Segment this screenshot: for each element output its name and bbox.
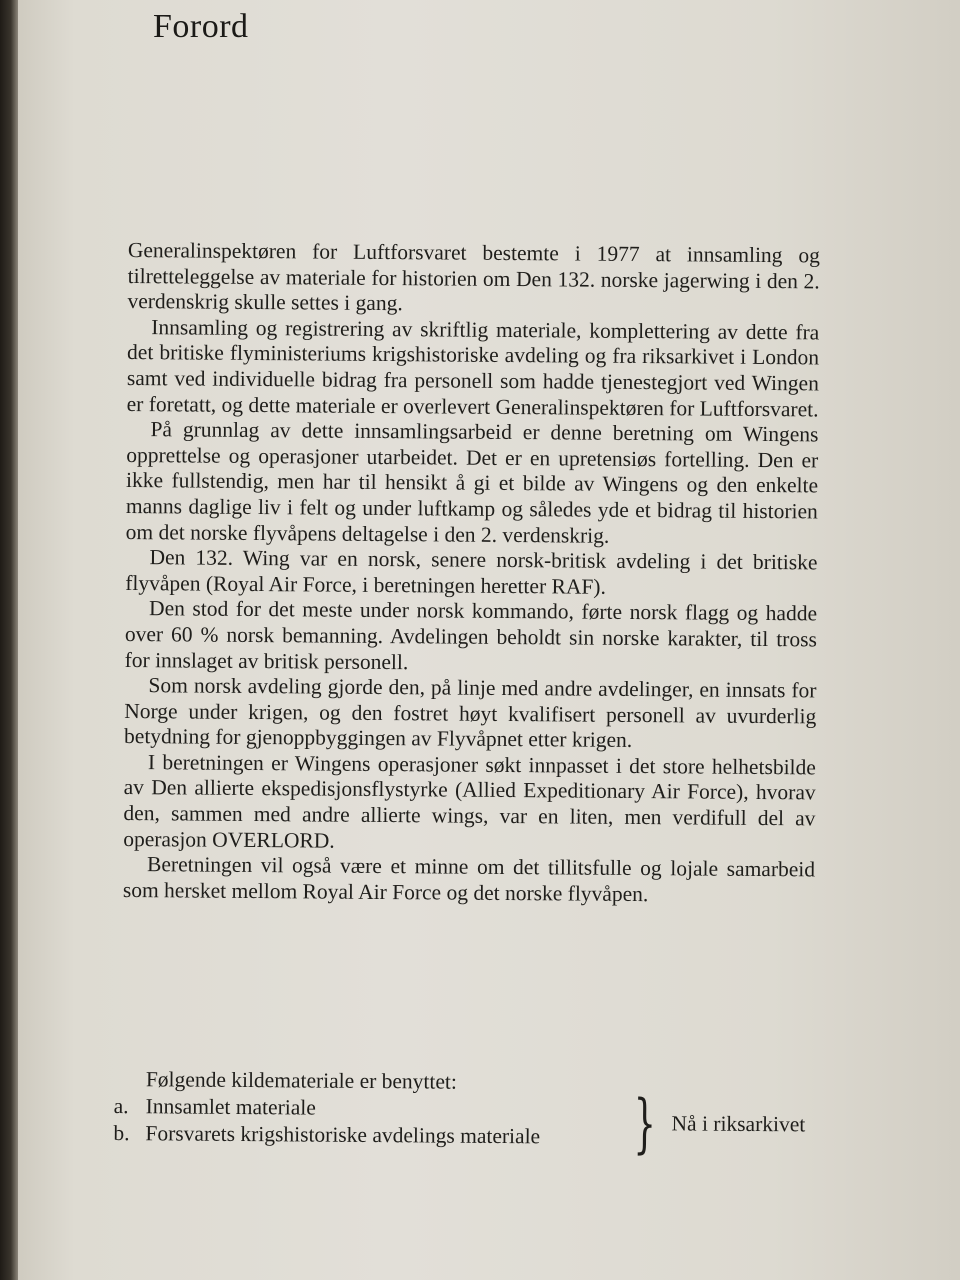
foreword-text: [123, 238, 820, 909]
paragraph: På grunnlag av dette innsamlingsarbeid er denne beretning om Wingens opprettelse og operasjoner utarbeidet. Det er en upretensiøs fortelling. Den er ikke fullstendig, men har til hensikt å gi et bilde av Wingens og den enkelte manns daglige liv i felt og under luftkamp og således yde et bidrag til historien om det norske flyvåpens deltagelse i den 2. verdenskrig.: [125, 417, 819, 548]
paragraph: Som norsk avdeling gjorde den, på linje med andre avdelinger, en innsats for Norge under krigen, og den fostret høyt kvalifisert personell av uvurderlig betydning for gjenoppbyggingen av Flyvåpnet etter krigen.: [123, 673, 817, 753]
paragraph: Den stod for det meste under norsk kommando, førte norsk flagg og hadde over 60 % norsk bemanning. Avdelingen beholdt sin norske karakter, til tross for innslaget av britisk personell.: [124, 596, 818, 674]
paragraph: I beretningen er Wingens operasjoner søkt innpasset i det store helhetsbilde av Den allierte ekspedisjonsflystyrke (Allied Expeditionary Air Force), hvorav den, sammen med andre allierte wings, var en liten, men verdifull del av operasjon OVERLORD.: [123, 750, 816, 853]
source-text: Forsvarets krigshistoriske avdelings materiale: [145, 1121, 541, 1149]
source-letter: a.: [113, 1093, 129, 1119]
sources-section: [113, 1066, 854, 1162]
paragraph: Innsamling og registrering av skriftlig materiale, komplettering av dette fra det britiske flyministeriums krigshistoriske avdeling og fra riksarkivet i London samt ved individuelle bidrag fra personell som hadde tjenestegjort ved Wingen er foretatt, og dette materiale er overlevert Generalinspektøren for Luftforsvaret.: [126, 314, 820, 421]
book-page: [18, 0, 960, 1280]
paragraph: Beretningen vil også være et minne om det tillitsfulle og lojale samarbeid som hersket mellom Royal Air Force og det norske flyvåpen.: [122, 852, 816, 906]
paragraph: Den 132. Wing var en norsk, senere norsk-britisk avdeling i det britiske flyvåpen (Royal Air Force, i beretningen heretter RAF).: [125, 545, 818, 599]
source-text: Innsamlet materiale: [145, 1094, 316, 1120]
source-letter: b.: [113, 1120, 130, 1146]
page-title: Forord: [153, 8, 249, 45]
brace-icon: }: [633, 1087, 657, 1162]
brace-label: Nå i riksarkivet: [671, 1111, 806, 1137]
sources-intro: Følgende kildemateriale er benyttet:: [145, 1067, 458, 1094]
paragraph: Generalinspektøren for Luftforsvaret bestemte i 1977 at innsamling og tilretteleggelse av materiale for historien om Den 132. norske jagerwing i den 2. verdenskrig skulle settes i gang.: [127, 238, 820, 316]
book-gutter: [0, 0, 18, 1280]
